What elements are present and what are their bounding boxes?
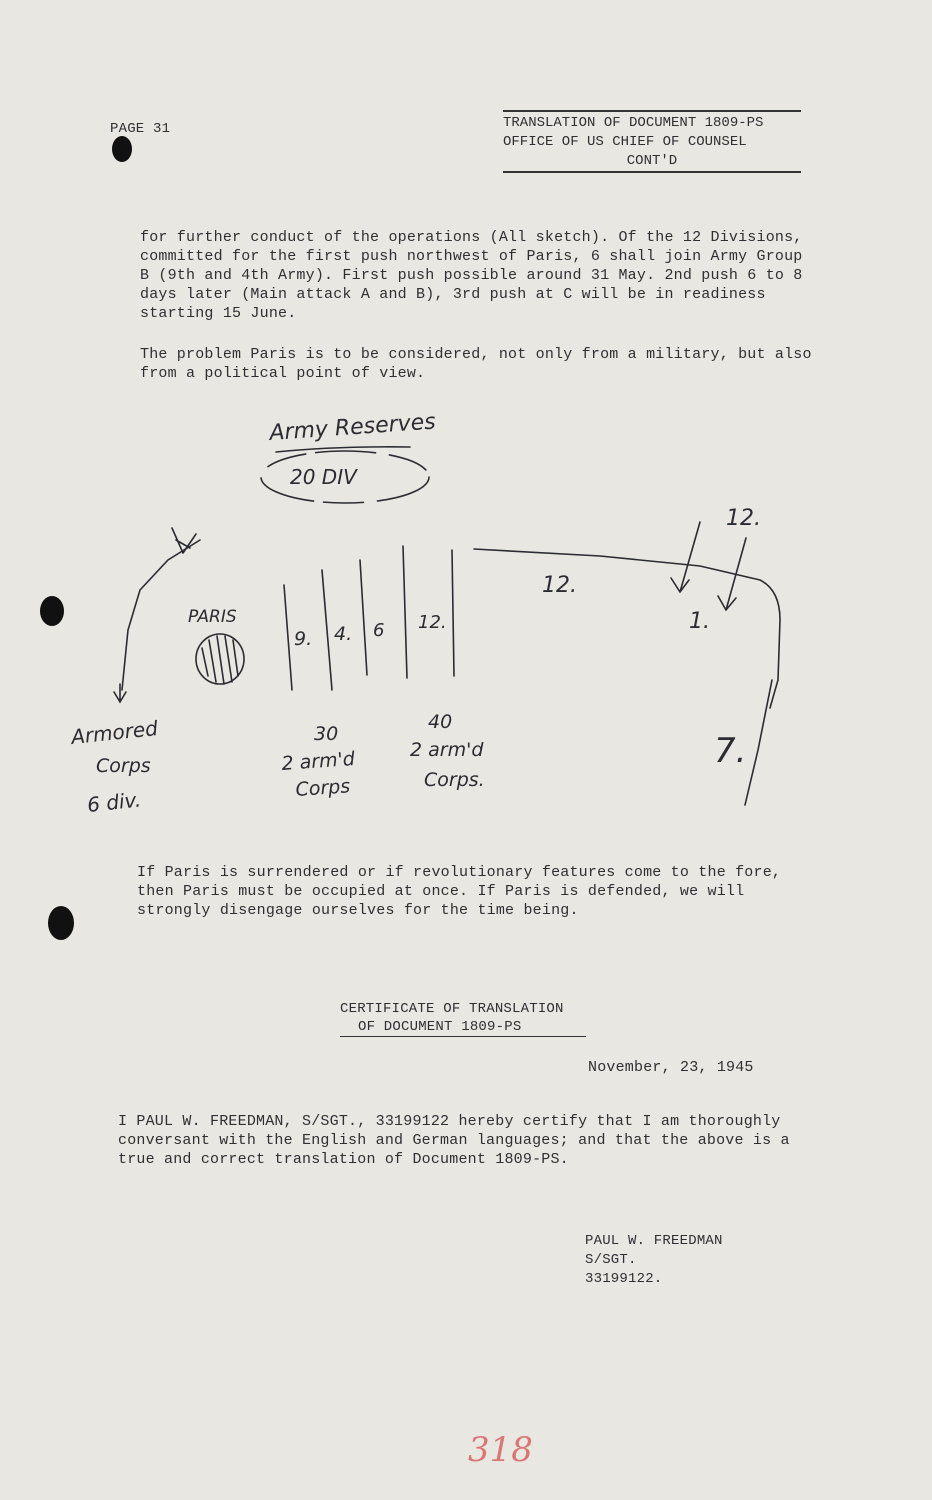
para2-line1: The problem Paris is to be considered, not only from a military, but also (140, 346, 812, 363)
arrow-12-left (671, 522, 700, 592)
certificate-title-rule (340, 1036, 586, 1037)
statement-line2: conversant with the English and German languages; and that the above is a (118, 1132, 790, 1149)
para3-line2: then Paris must be occupied at once. If Paris is defended, we will (137, 883, 745, 900)
header-title-line3: CONT'D (626, 153, 678, 169)
army-12-line-a (403, 546, 407, 678)
sketch-label-12-arrow: 12. (542, 573, 577, 598)
certificate-title-line2: OF DOCUMENT 1809-PS (358, 1019, 522, 1035)
sketch-paris: PARIS (188, 607, 237, 627)
para2-line2: from a political point of view. (140, 365, 426, 382)
sketch-label-6: 6 (373, 620, 385, 641)
paris-hatching (202, 636, 238, 684)
sketch-label-12-top: 12. (726, 506, 761, 531)
sketch-label-12-inner: 12. (418, 612, 447, 633)
para1-line5: starting 15 June. (140, 305, 297, 322)
front-line-top (474, 549, 780, 708)
sketch-army-reserves: Army Reserves (268, 409, 437, 446)
signature-rank: S/SGT. (585, 1252, 637, 1268)
header-title-line2: OFFICE OF US CHIEF OF COUNSEL (503, 134, 747, 150)
sketch-corps40-line2: 2 arm'd (410, 739, 484, 761)
signature-name: PAUL W. FREEDMAN (585, 1233, 723, 1249)
header-title-line1: TRANSLATION OF DOCUMENT 1809-PS (503, 115, 764, 131)
left-bottom-arrow (114, 684, 126, 702)
sketch-reserves-div: 20 DIV (290, 465, 357, 489)
sketch-armored-line2: Corps (96, 755, 151, 777)
certificate-title-line1: CERTIFICATE OF TRANSLATION (340, 1001, 564, 1017)
signature-number: 33199122. (585, 1271, 663, 1287)
para1-line2: committed for the first push northwest of Paris, 6 shall join Army Group (140, 248, 803, 265)
para1-line1: for further conduct of the operations (All sketch). Of the 12 Divisions, (140, 229, 803, 246)
para3-line3: strongly disengage ourselves for the time being. (137, 902, 579, 919)
front-line-right (745, 680, 772, 805)
sketch-label-9: 9. (294, 628, 313, 650)
statement-line1: I PAUL W. FREEDMAN, S/SGT., 33199122 hereby certify that I am thoroughly (118, 1113, 781, 1130)
sketch-armored-line1: Armored (70, 716, 159, 749)
page-label: PAGE 31 (110, 121, 171, 137)
sketch-corps30-line3: Corps (294, 775, 351, 801)
sketch-label-4: 4. (334, 623, 353, 645)
army-4-line (322, 570, 332, 690)
para1-line4: days later (Main attack A and B), 3rd push at C will be in readiness (140, 286, 766, 303)
sketch-corps40-line1: 40 (428, 711, 453, 733)
para3-line1: If Paris is surrendered or if revolutionary features come to the fore, (137, 864, 782, 881)
certificate-date: November, 23, 1945 (588, 1059, 754, 1076)
sketch-corps30-line2: 2 arm'd (280, 747, 356, 775)
sketch-corps30-line1: 30 (314, 723, 339, 745)
sketch-armored-line3: 6 div. (86, 787, 143, 817)
army-12-line-b (452, 550, 454, 676)
page-number-stamp: 318 (468, 1430, 533, 1470)
sketch-corps40-line3: Corps. (424, 769, 485, 791)
army-6-line (360, 560, 367, 675)
para1-line3: B (9th and 4th Army). First push possible around 31 May. 2nd push 6 to 8 (140, 267, 803, 284)
army-9-line (284, 585, 292, 690)
statement-line3: true and correct translation of Document 1809-PS. (118, 1151, 569, 1168)
sketch-label-7: 7. (714, 731, 747, 771)
sketch-label-1: 1. (689, 609, 710, 634)
